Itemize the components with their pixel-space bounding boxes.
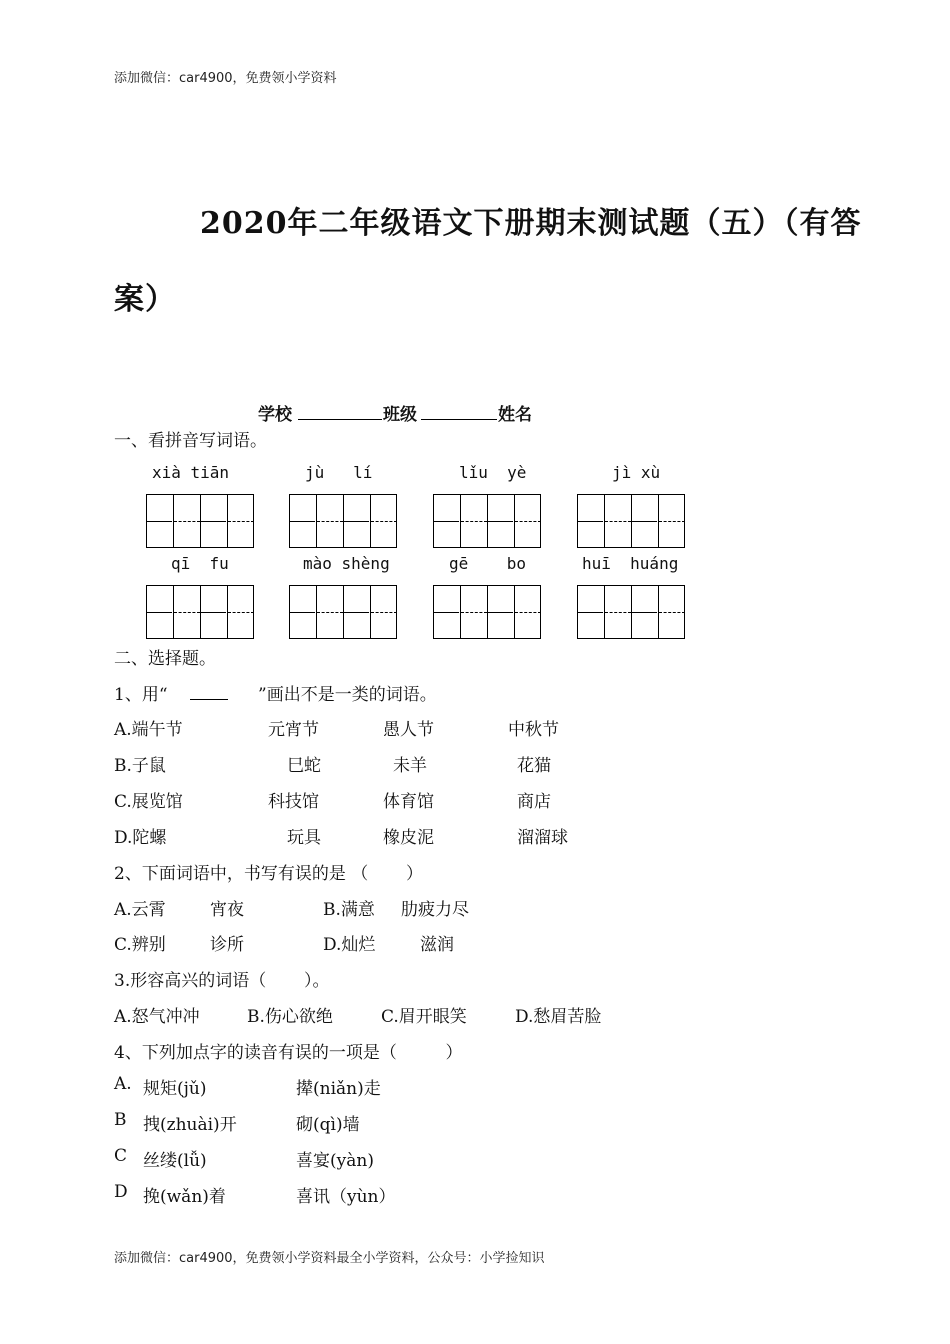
- section1-heading: 一、看拼音写词语。: [114, 431, 267, 451]
- q2-option[interactable]: C.辨别: [114, 935, 166, 955]
- writing-grid[interactable]: [146, 585, 254, 639]
- q1-word[interactable]: 元宵节: [268, 720, 319, 740]
- q1-underline-sample: [190, 699, 228, 700]
- q3-option-a[interactable]: A.怒气冲冲: [114, 1007, 200, 1027]
- page-footer: 添加微信：car4900，免费领小学资料最全小学资料，公众号：小学捡知识: [114, 1251, 545, 1266]
- q1-stem: 1、用“: [114, 685, 168, 705]
- pinyin-label: xià tiān: [152, 463, 230, 482]
- q4-item: 喜讯（yùn）: [296, 1187, 396, 1207]
- q1-option: A.端午节: [114, 720, 183, 740]
- page-header: 添加微信：car4900，免费领小学资料: [114, 71, 337, 86]
- q4-item: 喜宴(yàn): [296, 1151, 374, 1171]
- q1-stem-rest: ”画出不是一类的词语。: [258, 685, 437, 705]
- q3-option-d[interactable]: D.愁眉苦脸: [515, 1007, 602, 1027]
- q4-item: 挽(wǎn)着: [143, 1187, 226, 1207]
- pinyin-label: huī huáng: [582, 554, 679, 573]
- writing-grid[interactable]: [146, 494, 254, 548]
- q4-item: 撵(niǎn)走: [296, 1079, 381, 1099]
- q1-option: D.陀螺: [114, 828, 167, 848]
- pinyin-label: gē bo: [449, 554, 527, 573]
- name-label: 姓名: [498, 405, 532, 425]
- q2-stem: 2、下面词语中，书写有误的是 （ ）: [114, 864, 424, 884]
- q1-word[interactable]: 巳蛇: [287, 756, 321, 776]
- q4-option-letter[interactable]: C: [114, 1146, 128, 1166]
- pinyin-label: lǐu yè: [459, 463, 527, 482]
- q2-word: 诊所: [210, 935, 244, 955]
- q2-word: 滋润: [420, 935, 454, 955]
- writing-grid[interactable]: [433, 494, 541, 548]
- school-blank: [298, 419, 382, 420]
- q4-option-letter[interactable]: B: [114, 1110, 127, 1130]
- q1-word[interactable]: 溜溜球: [517, 828, 568, 848]
- q4-stem: 4、下列加点字的读音有误的一项是（ ）: [114, 1043, 463, 1063]
- page-title: 2020年二年级语文下册期末测试题（五）（有答: [200, 206, 862, 241]
- q4-option-letter[interactable]: D: [114, 1182, 128, 1202]
- q3-option-b[interactable]: B.伤心欲绝: [247, 1007, 333, 1027]
- q1-option: C.展览馆: [114, 792, 183, 812]
- q1-word[interactable]: 玩具: [287, 828, 321, 848]
- q2-option[interactable]: B.满意: [323, 900, 375, 920]
- q2-option[interactable]: D.灿烂: [323, 935, 376, 955]
- pinyin-label: qī fu: [171, 554, 229, 573]
- class-blank: [421, 419, 497, 420]
- writing-grid[interactable]: [289, 494, 397, 548]
- q1-word[interactable]: 愚人节: [383, 720, 434, 740]
- q1-word[interactable]: 商店: [517, 792, 551, 812]
- q4-item: 规矩(jǔ): [143, 1079, 207, 1099]
- q3-stem: 3.形容高兴的词语（ ）。: [114, 971, 330, 991]
- q4-item: 拽(zhuài)开: [143, 1115, 237, 1135]
- q1-word[interactable]: 未羊: [393, 756, 427, 776]
- page-title-cont: 案）: [114, 282, 176, 317]
- writing-grid[interactable]: [289, 585, 397, 639]
- q1-option: B.子鼠: [114, 756, 166, 776]
- q1-word[interactable]: 科技馆: [268, 792, 319, 812]
- section2-heading: 二、选择题。: [114, 649, 216, 669]
- q4-option-letter[interactable]: A.: [114, 1074, 132, 1094]
- q3-option-c[interactable]: C.眉开眼笑: [381, 1007, 467, 1027]
- q4-item: 砌(qì)墙: [296, 1115, 360, 1135]
- q1-word[interactable]: 花猫: [517, 756, 551, 776]
- school-label: 学校: [258, 405, 292, 425]
- q2-option[interactable]: A.云霄: [114, 900, 166, 920]
- q4-item: 丝缕(lǚ): [143, 1151, 207, 1171]
- q2-word: 肋疲力尽: [401, 900, 469, 920]
- q1-word[interactable]: 中秋节: [508, 720, 559, 740]
- class-label: 班级: [383, 405, 417, 425]
- writing-grid[interactable]: [433, 585, 541, 639]
- pinyin-label: mào shèng: [303, 554, 390, 573]
- q1-word[interactable]: 橡皮泥: [383, 828, 434, 848]
- writing-grid[interactable]: [577, 585, 685, 639]
- pinyin-label: jì xù: [612, 463, 661, 482]
- q1-word[interactable]: 体育馆: [383, 792, 434, 812]
- pinyin-label: jù lí: [305, 463, 373, 482]
- writing-grid[interactable]: [577, 494, 685, 548]
- q2-word: 宵夜: [210, 900, 244, 920]
